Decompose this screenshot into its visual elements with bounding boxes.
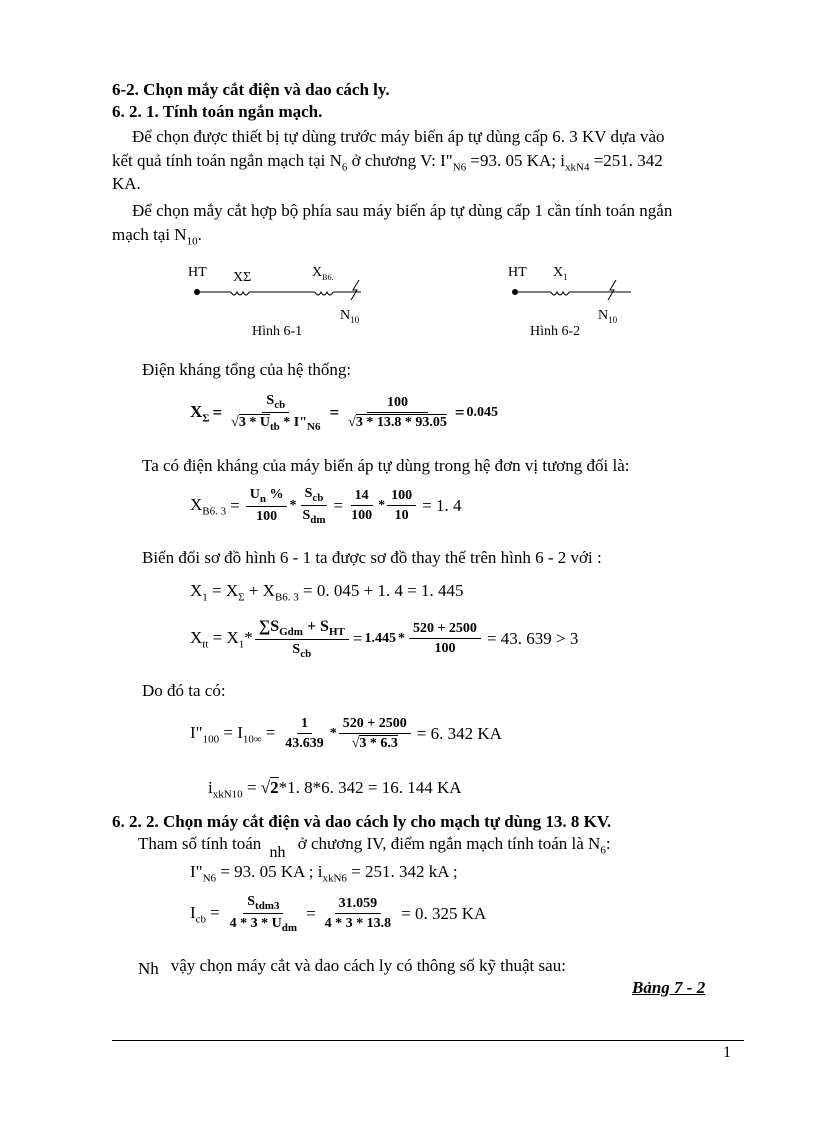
paragraph-line: Nh vậy chọn máy cắt và dao cách ly có thông số kỹ thuật sau: (138, 956, 566, 978)
paragraph-line: KA. (112, 174, 141, 193)
equation-i100: $I"_{100} = I_{10\infty}$ = $\frac{1}{43.639}$ * $\frac{520 + 2500}{√3 * 6.3}$ = 6. 342 KA (190, 716, 502, 751)
footer-divider (112, 1040, 744, 1041)
text-line: Điện kháng tổng của hệ thống: (142, 360, 352, 379)
text-line: Biến đổi sơ đồ hình 6 - 1 ta được sơ đồ thay thế trên hình 6 - 2 với : (142, 548, 602, 567)
fig2-ht-label: HT (508, 265, 527, 280)
page-number: 1 (723, 1044, 731, 1061)
fig1-n10-label: $N_{10}$ (340, 308, 360, 325)
fig2-n10-label: $N_{10}$ (598, 308, 618, 325)
fig2-caption: Hình 6-2 (530, 324, 581, 339)
table-label: Bảng 7 - 2 (632, 978, 706, 997)
text-line: Ta có điện kháng của máy biến áp tự dùng trong hệ đơn vị tương đối là: (142, 456, 630, 475)
equation-x1: $X_1 = X_\Sigma + X_{B6. 3} = 0$. 045 + 1. 4 = 1. 445 (190, 581, 464, 604)
fig1-x-sigma-label: XΣ (233, 270, 252, 285)
paragraph-line: Để chọn mắy cắt hợp bộ phía sau máy biến áp tự dùng cấp 1 cần tính toán ngắn (132, 201, 673, 220)
paragraph-line: Tham số tính toán nh ở chương IV, điểm ngắn mạch tính toán là $N_6$: (138, 834, 611, 861)
fig2-x1-label: $X_1$ (553, 265, 568, 282)
equation-ixk: $i_{xkN10} = √2*1$. 8*6. 342 = 16. 144 KA (208, 778, 462, 801)
text-line: Do đó ta có: (142, 681, 226, 700)
fig1-ht-label: HT (188, 265, 207, 280)
paragraph-line: Để chọn được thiết bị tự dùng trước máy biến áp tự dùng cấp 6. 3 KV dựa vào (132, 127, 665, 146)
paragraph-line: mạch tại $N_{10}$. (112, 225, 202, 248)
equation-icb: $I_{cb}$ = $\frac{S_{tdm3}}{4 * 3 * U_{dm}}$ = $\frac{31.059}{4 * 3 * 13.8}$ = 0. 325 KA (190, 894, 487, 934)
equation-xb63: $X_{B6. 3}$ = $\frac{U_n \%}{100}$ * $\frac{S_{cb}}{S_{dm}}$ = $\frac{14}{100}$ * $\frac{100}{10}$ = 1. 4 (190, 486, 462, 526)
subsection-heading: 6. 2. 2. Chọn máy cắt điện và dao cách ly cho mạch tự dùng 13. 8 KV. (112, 812, 612, 831)
equation-x-sigma: $X_\Sigma$ = $\frac{S_{cb}}{√3 * U_{tb} * I"_{N6}}$ = $\frac{100}{√3 * 13.8 * 93.05}$ = 0.045 (190, 393, 499, 433)
fig1-caption: Hình 6-1 (252, 324, 303, 339)
equation-xtt: $X_{tt} = X_1*$ $\frac{\sum S_{Gdm} + S_{HT}}{S_{cb}}$ = 1.445 * $\frac{520 + 2500}{100}$ = 43. 639 > 3 (190, 618, 579, 660)
paragraph-line: $I"_{N6} = 93$. 05 KA ; $i_{xkN6} = 251$. 342 kA ; (190, 862, 458, 885)
paragraph-line: kết quả tính toán ngắn mạch tại $N_6$ ở chương V: $I"_{N6} =93$. 05 KA; $i_{xkN4} =251$. 342 (112, 151, 663, 174)
fig1-xb6-label: $X_{B6.}$ (312, 265, 334, 282)
subsection-heading: 6. 2. 1. Tính toán ngắn mạch. (112, 102, 323, 121)
section-heading: 6-2. Chọn mắy cắt điện và dao cách ly. (112, 80, 390, 99)
